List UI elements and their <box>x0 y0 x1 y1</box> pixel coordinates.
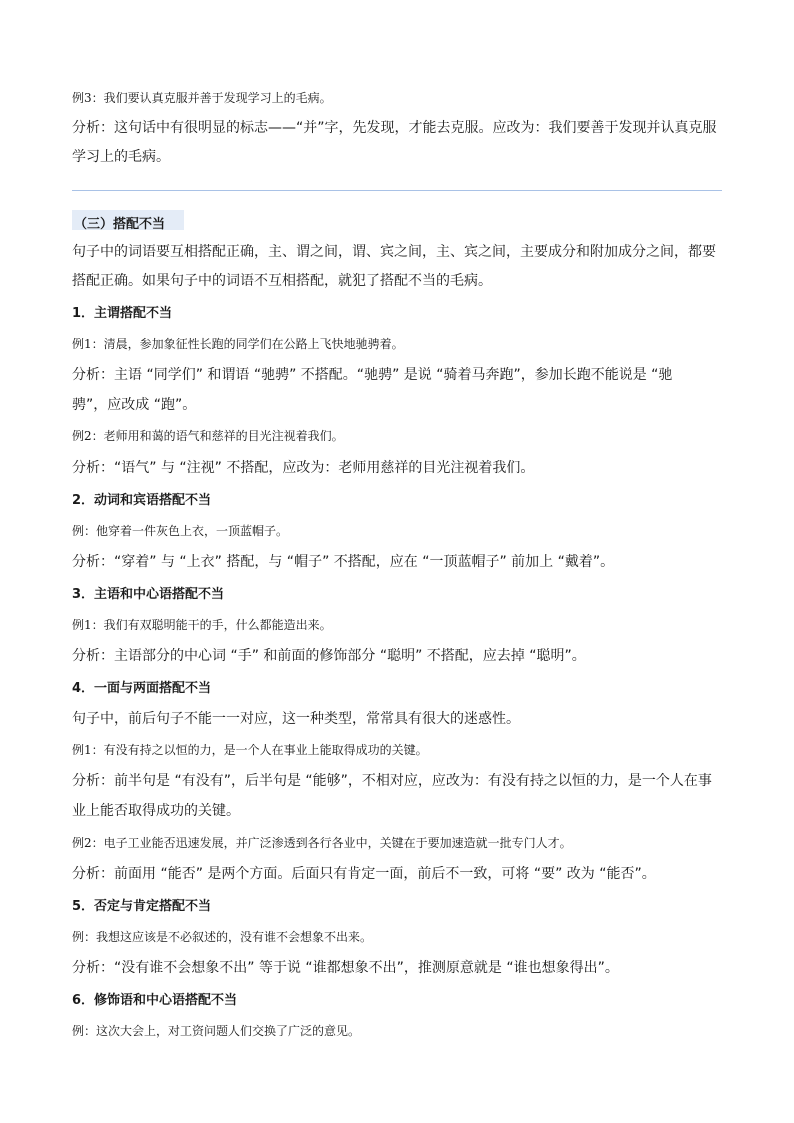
h1-analysis-1-line-2: 骋”，应改成 “跑”。 <box>72 397 197 413</box>
h4-analysis-1-line-1: 分析：前半句是 “有没有”，后半句是 “能够”，不相对应，应改为：有没有持之以恒的力，是一个人在事 <box>72 773 712 789</box>
heading-2: 2．动词和宾语搭配不当 <box>72 493 212 508</box>
heading-4: 4．一面与两面搭配不当 <box>72 681 212 696</box>
h1-example-1: 例1：清晨，参加象征性长跑的同学们在公路上飞快地驰骋着。 <box>72 337 404 351</box>
example-3: 例3：我们要认真克服并善于发现学习上的毛病。 <box>72 91 332 105</box>
heading-3: 3．主语和中心语搭配不当 <box>72 587 225 602</box>
h2-analysis: 分析：“穿着” 与 “上衣” 搭配，与 “帽子” 不搭配，应在 “一顶蓝帽子” 前加上 “戴着”。 <box>72 554 615 570</box>
section-title: （三）搭配不当 <box>74 217 166 232</box>
h5-analysis: 分析：“没有谁不会想象不出” 等于说 “谁都想象不出”，推测原意就是 “谁也想象得出”。 <box>72 960 619 976</box>
h4-intro: 句子中，前后句子不能一一对应，这一种类型，常常具有很大的迷惑性。 <box>72 711 520 727</box>
analysis-line-2: 学习上的毛病。 <box>72 149 170 165</box>
analysis-line-1: 分析：这句话中有很明显的标志——“并”字，先发现，才能去克服。应改为：我们要善于发现并认真克服 <box>72 120 717 136</box>
section-divider <box>72 190 722 191</box>
h3-analysis: 分析：主语部分的中心词 “手” 和前面的修饰部分 “聪明” 不搭配，应去掉 “聪明”。 <box>72 648 586 664</box>
h2-example: 例：他穿着一件灰色上衣，一顶蓝帽子。 <box>72 524 289 538</box>
intro-line-1: 句子中的词语要互相搭配正确，主、谓之间，谓、宾之间，主、宾之间，主要成分和附加成分之间，都要 <box>72 244 716 260</box>
h6-example: 例：这次大会上，对工资问题人们交换了广泛的意见。 <box>72 1024 361 1038</box>
h1-example-2: 例2：老师用和蔼的语气和慈祥的目光注视着我们。 <box>72 429 344 443</box>
h4-example-1: 例1：有没有持之以恒的力，是一个人在事业上能取得成功的关键。 <box>72 743 428 757</box>
heading-6: 6．修饰语和中心语搭配不当 <box>72 993 238 1008</box>
heading-1: 1．主谓搭配不当 <box>72 306 173 321</box>
heading-5: 5．否定与肯定搭配不当 <box>72 899 212 914</box>
h1-analysis-2: 分析：“语气” 与 “注视” 不搭配，应改为：老师用慈祥的目光注视着我们。 <box>72 460 535 476</box>
h5-example: 例：我想这应该是不必叙述的，没有谁不会想象不出来。 <box>72 930 373 944</box>
h3-example: 例1：我们有双聪明能干的手，什么都能造出来。 <box>72 618 332 632</box>
h1-analysis-1-line-1: 分析：主语 “同学们” 和谓语 “驰骋” 不搭配。“驰骋” 是说 “骑着马奔跑”，参加长跑不能说是 “驰 <box>72 367 673 383</box>
h4-analysis-1-line-2: 业上能否取得成功的关键。 <box>72 803 240 819</box>
h4-example-2: 例2：电子工业能否迅速发展，并广泛渗透到各行各业中，关键在于要加速造就一批专门人才。 <box>72 836 572 850</box>
intro-line-2: 搭配正确。如果句子中的词语不互相搭配，就犯了搭配不当的毛病。 <box>72 273 492 289</box>
section-title-box <box>72 210 184 230</box>
h4-analysis-2: 分析：前面用 “能否” 是两个方面。后面只有肯定一面，前后不一致，可将 “要” 改为 “能否”。 <box>72 866 656 882</box>
